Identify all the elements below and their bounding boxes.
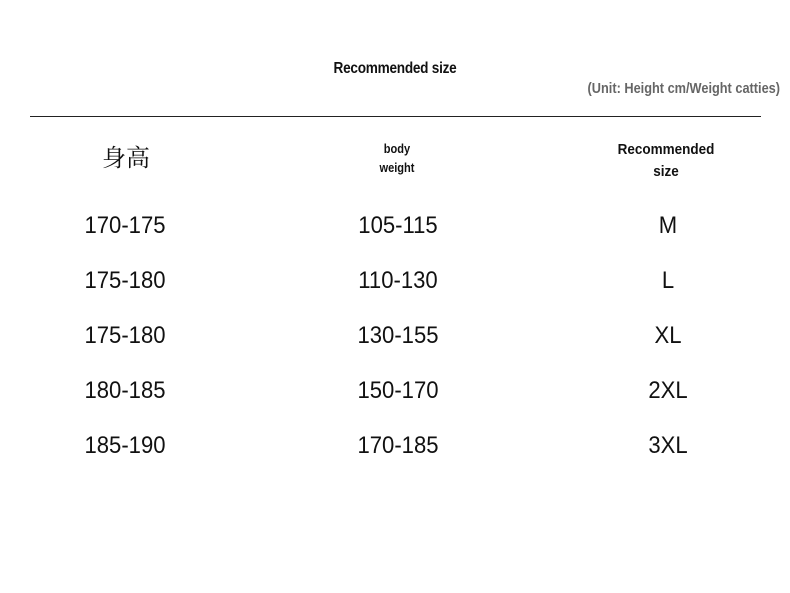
weight-cell: 105-115 bbox=[358, 212, 438, 239]
table-row bbox=[0, 365, 790, 420]
weight-cell: 150-170 bbox=[357, 377, 439, 404]
size-cell: M bbox=[658, 212, 678, 239]
size-cell: 3XL bbox=[648, 432, 688, 459]
header-weight-line2: weight bbox=[379, 160, 415, 175]
height-cell: 185-190 bbox=[84, 432, 166, 459]
height-cell: 175-180 bbox=[84, 322, 166, 349]
chart-title: Recommended size bbox=[333, 60, 457, 77]
header-weight-line1: body bbox=[383, 141, 411, 156]
header-divider bbox=[30, 116, 761, 117]
header-size bbox=[603, 139, 729, 183]
size-table-body bbox=[0, 200, 790, 475]
weight-cell: 130-155 bbox=[357, 322, 439, 349]
table-row bbox=[0, 310, 790, 365]
weight-cell: 110-130 bbox=[358, 267, 438, 294]
unit-note: (Unit: Height cm/Weight catties) bbox=[587, 80, 780, 97]
height-cell: 180-185 bbox=[84, 377, 166, 404]
height-cell: 175-180 bbox=[84, 267, 166, 294]
header-size-line1: Recommended bbox=[617, 141, 715, 158]
size-cell: L bbox=[661, 267, 675, 294]
table-row bbox=[0, 200, 790, 255]
header-height: 身高 bbox=[102, 144, 150, 172]
header-weight bbox=[355, 139, 440, 177]
table-row bbox=[0, 255, 790, 310]
height-cell: 170-175 bbox=[84, 212, 166, 239]
header-size-line2: size bbox=[653, 163, 679, 180]
weight-cell: 170-185 bbox=[357, 432, 439, 459]
size-cell: XL bbox=[654, 322, 682, 349]
size-cell: 2XL bbox=[648, 377, 688, 404]
table-row bbox=[0, 420, 790, 475]
